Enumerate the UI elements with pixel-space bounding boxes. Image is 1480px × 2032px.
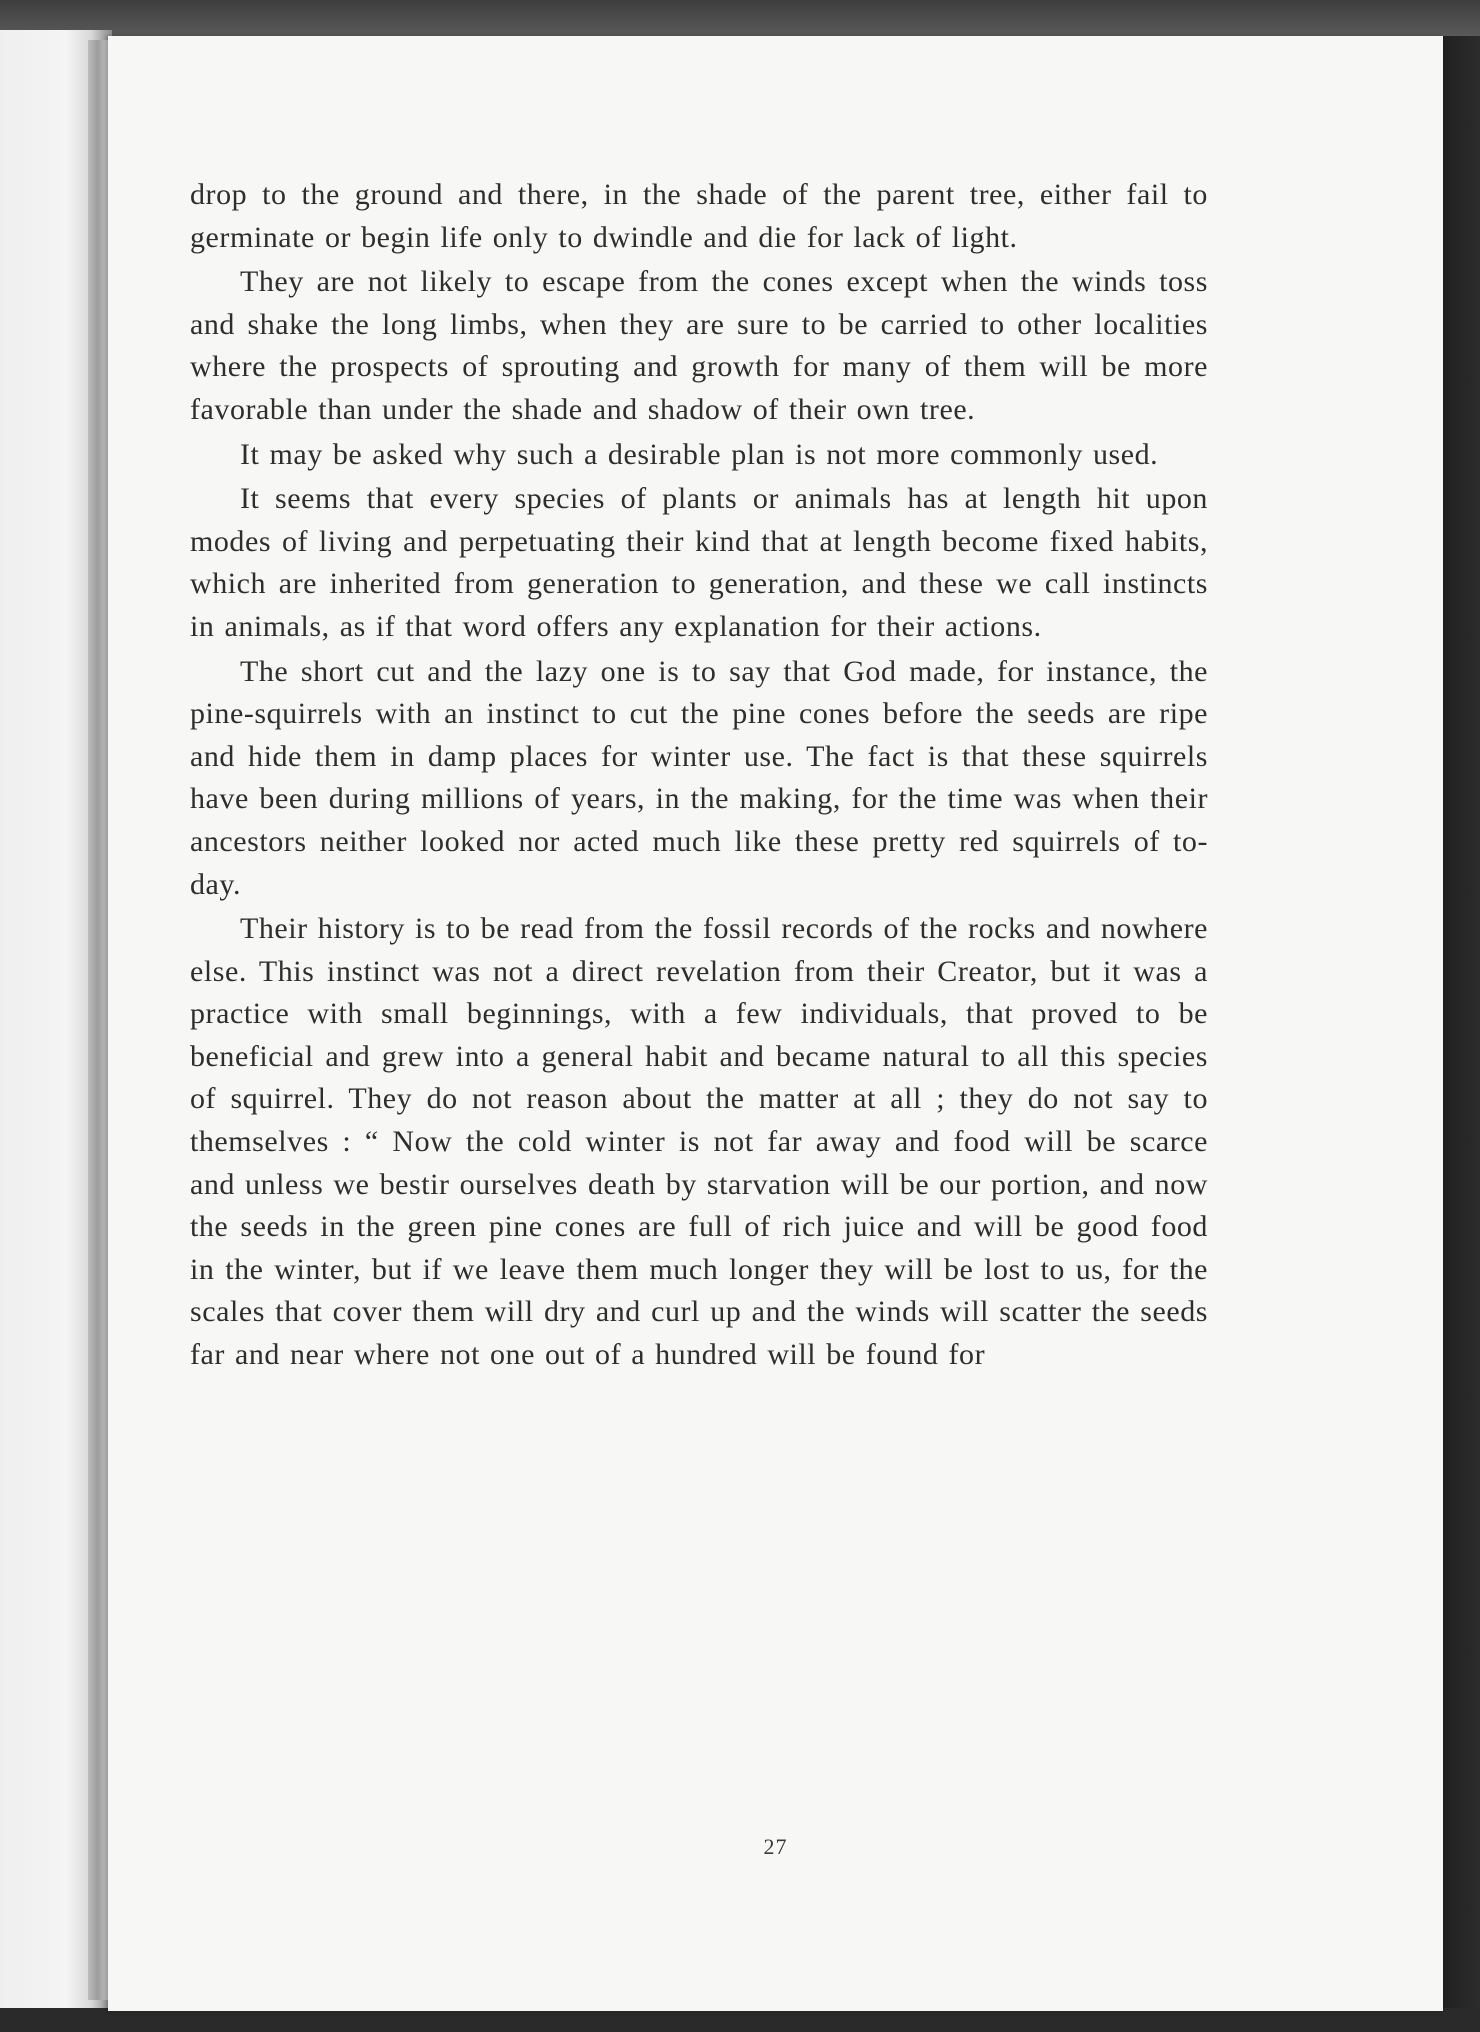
page-number: 27	[763, 1834, 788, 1859]
paragraph: Their history is to be read from the fossil records of the rocks and nowhere else. This instinct was not a direct revelation from their Creator, but it was a practice with small beginnings, with a few individuals, that proved to be beneficial and grew into a general habit and became natural to all this species of squirrel. They do not reason about the matter at all ; they do not say to themselves : “ Now the cold winter is not far away and food will be scarce and unless we bestir ourselves death by starvation will be our portion, and now the seeds in the green pine cones are full of rich juice and will be good food in the winter, but if we leave them much longer they will be lost to us, for the scales that cover them will dry and curl up and the winds will scatter the seeds far and near where not one out of a hundred will be found for	[190, 912, 1208, 1372]
scanner-right-edge	[1443, 36, 1480, 2032]
scanner-top-shadow	[0, 0, 1480, 40]
paragraph-continued: drop to the ground and there, in the shade of the parent tree, either fail to germinate or begin life only to dwindle and die for lack of light.	[190, 178, 1208, 254]
paragraph: The short cut and the lazy one is to say that God made, for instance, the pine-squirrels with an instinct to cut the pine cones before the seeds are ripe and hide them in damp places for winter use. The fact is that these squirrels have been during millions of years, in the making, for the time was when their ancestors neither looked nor acted much like these pretty red squirrels of to-day.	[190, 654, 1208, 901]
book-gutter	[88, 40, 110, 2000]
paragraph: It may be asked why such a desirable plan is not more commonly used.	[240, 437, 1159, 471]
body-text	[190, 174, 1208, 1377]
scanner-bottom-edge	[0, 2008, 1480, 2032]
paragraph: They are not likely to escape from the cones except when the winds toss and shake the long limbs, when they are sure to be carried to other localities where the prospects of sprouting and growth for many of them will be more favorable than under the shade and shadow of their own tree.	[190, 265, 1208, 426]
paragraph: It seems that every species of plants or animals has at length hit upon modes of living and perpetuating their kind that at length become fixed habits, which are inherited from generation to generation, and these we call instincts in animals, as if that word offers any explanation for their actions.	[190, 482, 1208, 643]
